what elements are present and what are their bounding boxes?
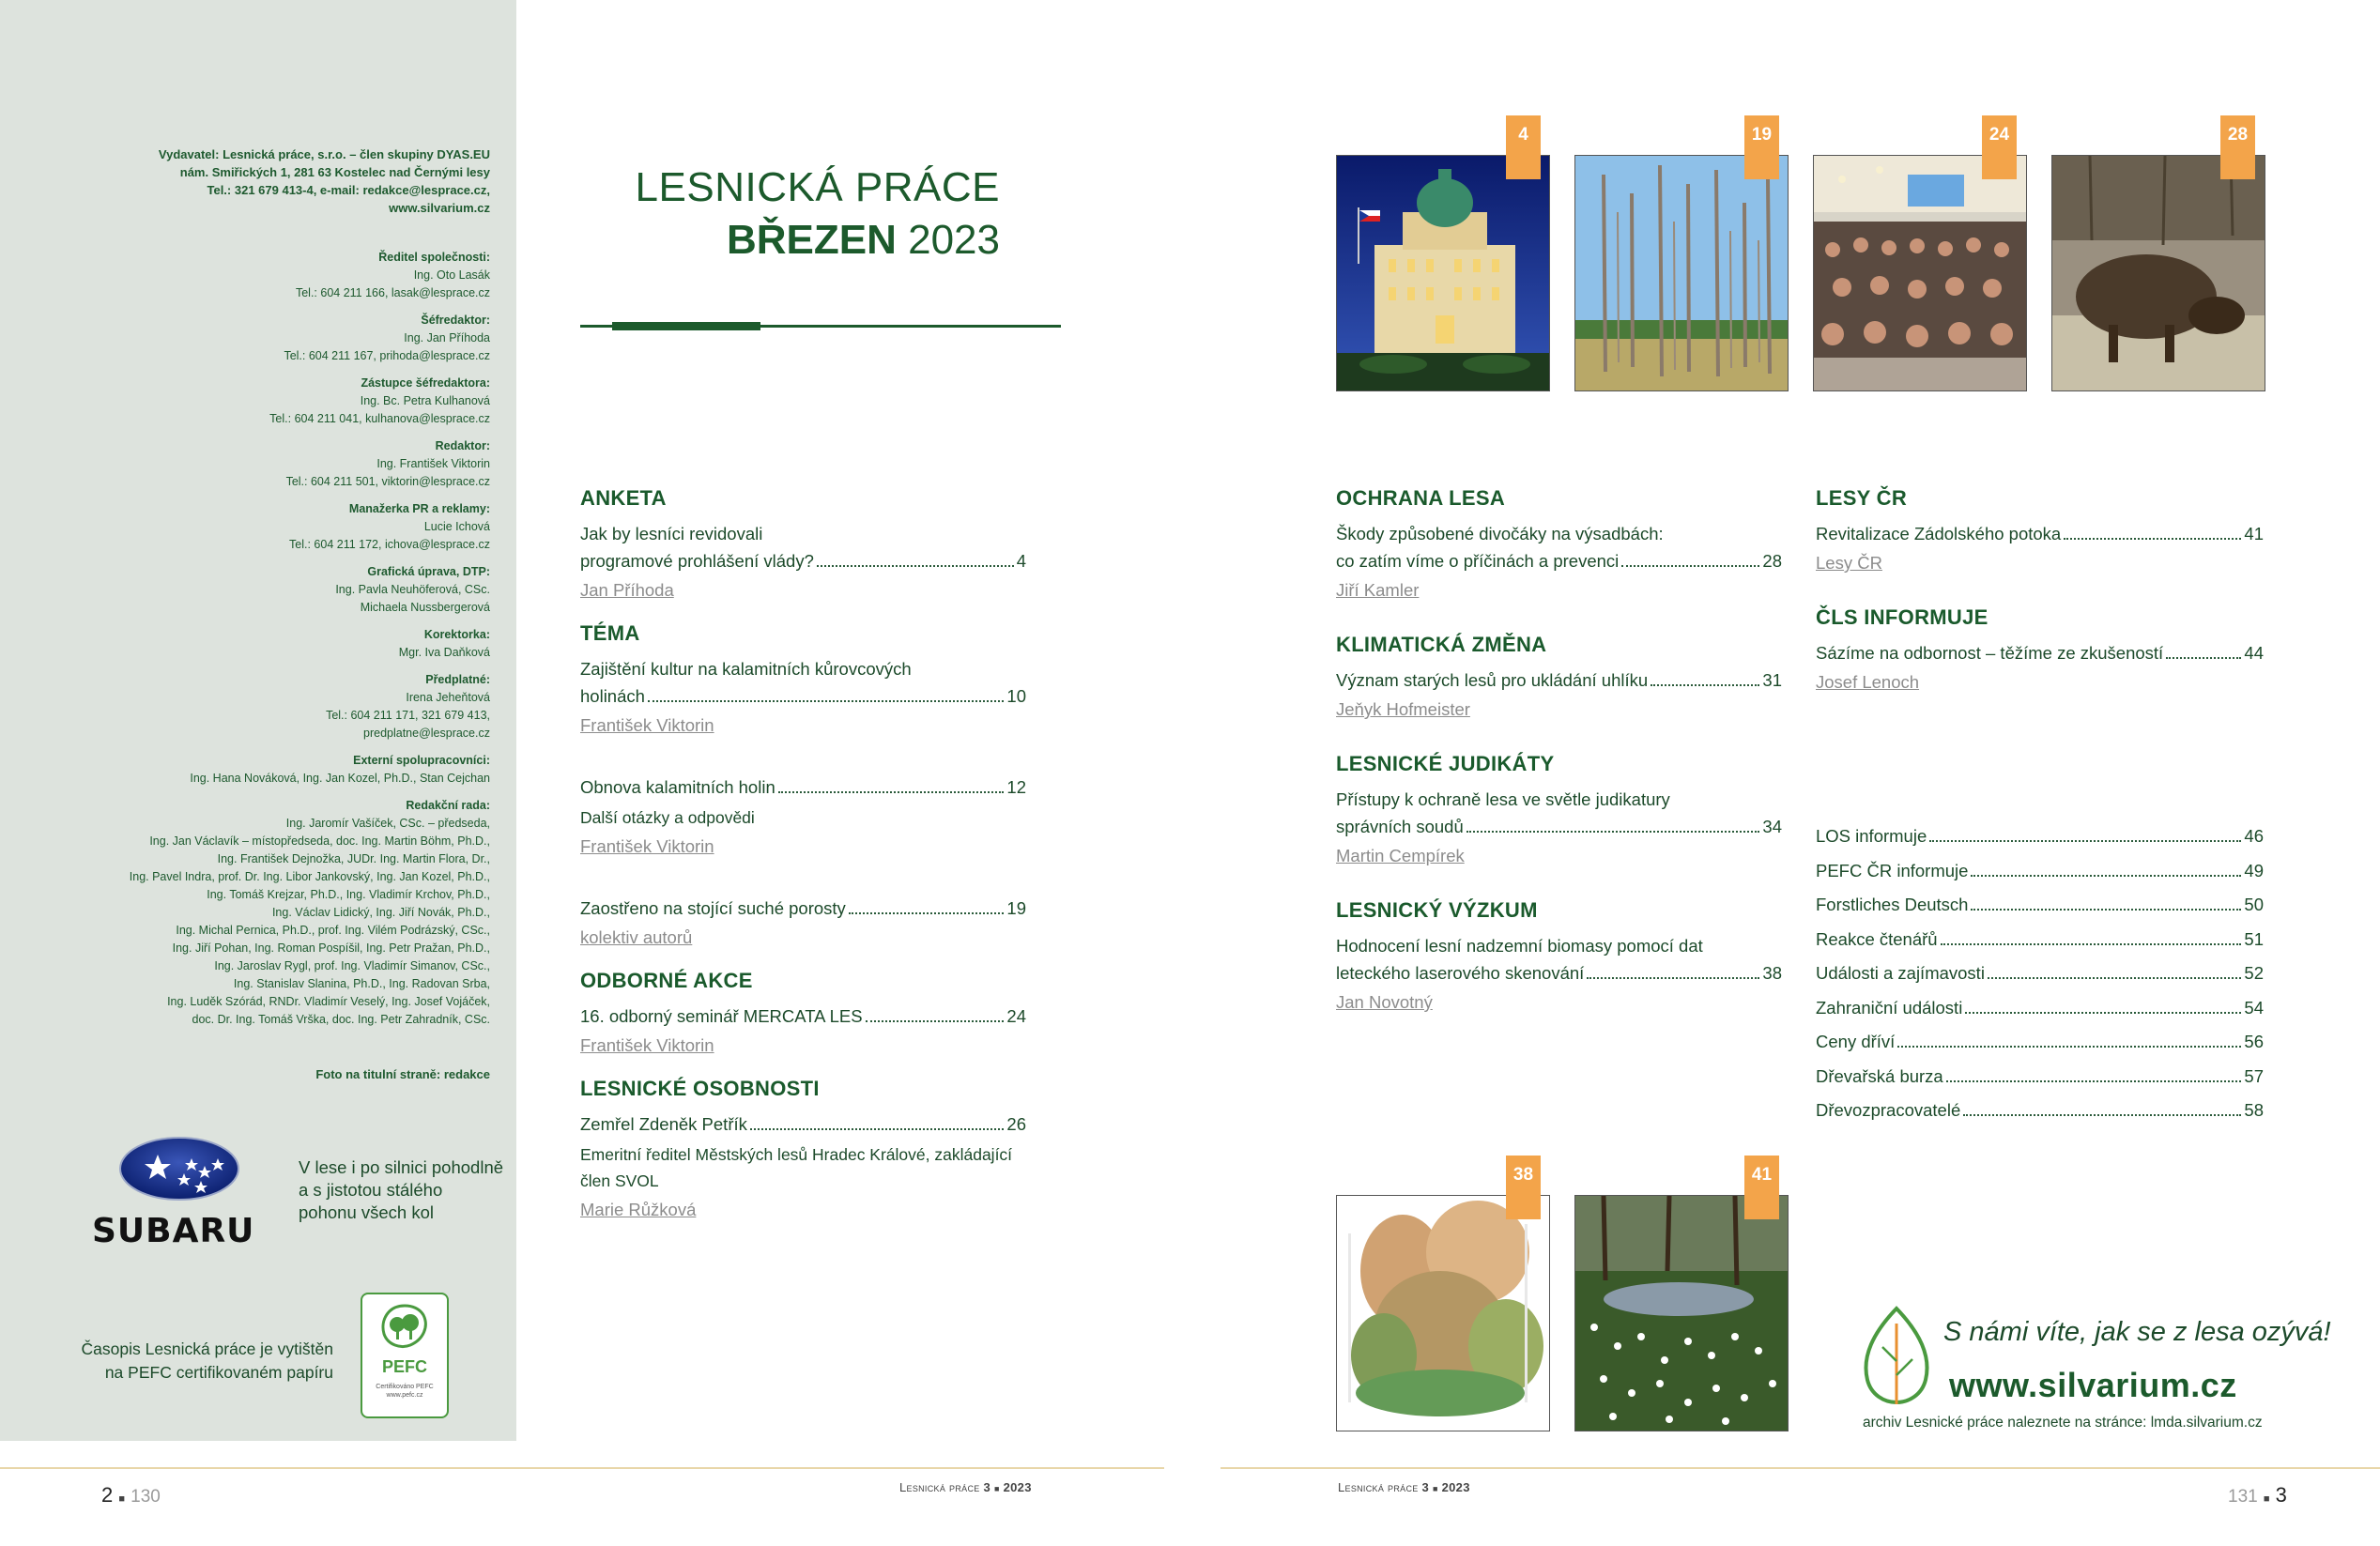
- imprint-line: Ing. Pavel Indra, prof. Dr. Ing. Libor Jankovský, Ing. Jan Kozel, Ph.D.,: [129, 870, 490, 883]
- toc-middle-column: [1336, 486, 1782, 1013]
- toc-leader-dots: [2064, 538, 2241, 540]
- toc-leader-dots: [1651, 684, 1759, 686]
- imprint-block: [21, 375, 490, 428]
- toc-entry-subtitle: Emeritní ředitel Městských lesů Hradec Králové, zakládající člen SVOL: [580, 1145, 1013, 1190]
- page-number-right: 131 ■ 3: [2228, 1483, 2287, 1507]
- title-rule-accent: [612, 322, 760, 330]
- toc-entry-title: PEFC ČR informuje: [1816, 860, 1969, 880]
- toc-author-link[interactable]: František Viktorin: [580, 1035, 714, 1055]
- imprint-sidebar: [0, 0, 516, 1441]
- toc-section: [580, 486, 1026, 601]
- toc-entry-page: 41: [2244, 524, 2264, 543]
- pefc-trees-icon: [376, 1302, 433, 1351]
- subaru-wordmark: SUBARU: [92, 1212, 255, 1250]
- toc-leader-dots: [817, 565, 1014, 567]
- toc-entry[interactable]: [1816, 1060, 2264, 1094]
- imprint-line: Ing. František Dejnožka, JUDr. Ing. Martin Flora, Dr.,: [217, 852, 490, 865]
- imprint-role: Ředitel společnosti:: [378, 251, 490, 264]
- issue-month: BŘEZEN: [726, 217, 897, 263]
- imprint-line: Ing. Stanislav Slanina, Ph.D., Ing. Radovan Srba,: [233, 977, 490, 990]
- toc-section-title: ANKETA: [580, 486, 667, 510]
- page-badge: 24: [1982, 115, 2017, 179]
- imprint-line: Mgr. Iva Daňková: [398, 646, 490, 659]
- toc-section: [1816, 605, 2264, 693]
- palace-photo-icon: [1337, 156, 1549, 390]
- toc-entry[interactable]: [1816, 819, 2264, 854]
- imprint-block: [21, 671, 490, 742]
- thumb-laser-scan[interactable]: [1336, 1195, 1550, 1431]
- toc-entry-line: Zajištění kultur na kalamitních kůrovcových: [580, 659, 912, 679]
- toc-leader-dots: [866, 1020, 1005, 1022]
- imprint-block: [21, 500, 490, 554]
- toc-entry-page: 50: [2244, 895, 2264, 914]
- toc-leader-dots: [1621, 565, 1759, 567]
- imprint-role: Šéfredaktor:: [421, 314, 490, 327]
- wild-boar-photo-icon: [2052, 156, 2265, 390]
- toc-section: [580, 1077, 1026, 1220]
- imprint: [21, 145, 490, 1038]
- dead-forest-photo-icon: [1575, 156, 1788, 390]
- toc-entry-title: Zemřel Zdeněk Petřík: [580, 1114, 747, 1134]
- toc-right-column: [1816, 486, 2264, 693]
- toc-entry[interactable]: [580, 682, 1026, 710]
- toc-section-title: KLIMATICKÁ ZMĚNA: [1336, 633, 1547, 656]
- imprint-block: [21, 797, 490, 1029]
- toc-section-title: ČLS INFORMUJE: [1816, 605, 1988, 629]
- toc-leader-dots: [778, 791, 1005, 793]
- thumb-wild-boar[interactable]: [2051, 155, 2265, 391]
- toc-entry-line: Hodnocení lesní nadzemní biomasy pomocí dat: [1336, 936, 1703, 956]
- subaru-logo: [92, 1136, 280, 1250]
- toc-author-link[interactable]: Marie Růžková: [580, 1200, 697, 1219]
- publisher-line: Vydavatel: Lesnická práce, s.r.o. – člen skupiny DYAS.EU: [158, 147, 490, 161]
- imprint-line: Ing. Jan Příhoda: [404, 331, 490, 344]
- page-badge: 38: [1506, 1156, 1541, 1219]
- toc-entry[interactable]: [1336, 666, 1782, 694]
- running-footer-right: Lesnická práce 3 ■ 2023: [1338, 1480, 1470, 1494]
- toc-entry-title: co zatím víme o příčinách a prevenci: [1336, 551, 1620, 571]
- issue-year: 2023: [908, 217, 1000, 263]
- publisher-line: www.silvarium.cz: [389, 201, 490, 215]
- toc-entry[interactable]: [580, 547, 1026, 574]
- imprint-line: Irena Jeheňtová: [406, 691, 490, 704]
- toc-leader-dots: [1929, 840, 2241, 842]
- toc-entry-page: 31: [1762, 670, 1782, 690]
- imprint-line: Tel.: 604 211 172, ichova@lesprace.cz: [289, 538, 490, 551]
- subaru-stars-icon: [118, 1136, 240, 1202]
- toc-entry-page: 24: [1006, 1006, 1026, 1026]
- toc-leader-dots: [1988, 977, 2241, 979]
- thumb-palace[interactable]: [1336, 155, 1550, 391]
- toc-leader-dots: [750, 1128, 1005, 1130]
- toc-author-link[interactable]: František Viktorin: [580, 715, 714, 735]
- publisher-line: nám. Smiřických 1, 281 63 Kostelec nad Černými lesy: [179, 165, 490, 179]
- toc-leader-dots: [648, 700, 1005, 702]
- toc-entry-page: 28: [1762, 551, 1782, 571]
- toc-section: [580, 773, 1026, 857]
- toc-entry-title: leteckého laserového skenování: [1336, 963, 1585, 983]
- toc-section: [580, 895, 1026, 948]
- imprint-line: Ing. Luděk Szórád, RNDr. Vladimír Veselý, Ing. Josef Vojáček,: [167, 995, 490, 1008]
- thumb-seminar[interactable]: [1813, 155, 2027, 391]
- toc-leader-dots: [1587, 977, 1759, 979]
- imprint-line: Tel.: 604 211 167, prihoda@lesprace.cz: [284, 349, 490, 362]
- toc-section-title: LESNICKÝ VÝZKUM: [1336, 898, 1538, 922]
- toc-entry[interactable]: [1336, 547, 1782, 574]
- toc-author-link[interactable]: František Viktorin: [580, 836, 714, 856]
- imprint-blocks: [21, 249, 490, 1029]
- toc-entry-page: 4: [1016, 551, 1026, 571]
- toc-entry[interactable]: [1816, 991, 2264, 1026]
- toc-section: [1816, 486, 2264, 574]
- imprint-role: Zástupce šéfredaktora:: [361, 376, 490, 390]
- imprint-block: [21, 626, 490, 662]
- imprint-line: doc. Dr. Ing. Tomáš Vrška, doc. Ing. Petr Zahradník, CSc.: [192, 1013, 490, 1026]
- toc-entry-page: 10: [1006, 686, 1026, 706]
- imprint-block: [21, 312, 490, 365]
- toc-leader-dots: [849, 912, 1005, 914]
- toc-section-title: TÉMA: [580, 621, 640, 645]
- toc-author-link[interactable]: Jiří Kamler: [1336, 580, 1420, 600]
- toc-short-list: [1816, 819, 2264, 1128]
- imprint-role: Grafická úprava, DTP:: [367, 565, 490, 578]
- toc-entry-page: 26: [1006, 1114, 1026, 1134]
- imprint-line: predplatne@lesprace.cz: [363, 727, 490, 740]
- toc-section: [1336, 898, 1782, 1013]
- imprint-role: Předplatné:: [425, 673, 490, 686]
- toc-entry[interactable]: [1816, 923, 2264, 957]
- toc-author-link[interactable]: Lesy ČR: [1816, 553, 1882, 573]
- toc-entry-title: Události a zajímavosti: [1816, 963, 1985, 983]
- toc-entry[interactable]: [580, 773, 1026, 801]
- pefc-logo: [361, 1293, 449, 1418]
- toc-left-column: [580, 486, 1026, 1220]
- imprint-line: Tel.: 604 211 171, 321 679 413,: [326, 709, 490, 722]
- imprint-line: Ing. Václav Lidický, Ing. Jiří Novák, Ph.D.,: [271, 906, 490, 919]
- imprint-block: [21, 752, 490, 788]
- toc-entry[interactable]: [1816, 957, 2264, 991]
- imprint-block: [21, 563, 490, 617]
- imprint-line: Ing. Oto Lasák: [413, 268, 490, 282]
- toc-entry-line: Přístupy k ochraně lesa ve světle judikatury: [1336, 789, 1670, 809]
- toc-entry-title: Význam starých lesů pro ukládání uhlíku: [1336, 670, 1649, 690]
- toc-entry-page: 19: [1006, 898, 1026, 918]
- toc-section: [1336, 752, 1782, 866]
- toc-entry-title: správních soudů: [1336, 817, 1464, 836]
- toc-section-title: OCHRANA LESA: [1336, 486, 1506, 510]
- toc-entry-page: 57: [2244, 1065, 2264, 1086]
- spring-flowers-stream-photo-icon: [1575, 1196, 1788, 1431]
- toc-entry-title: Dřevařská burza: [1816, 1065, 1943, 1086]
- pefc-note: Časopis Lesnická práce je vytištěn na PEFC certifikovaném papíru: [81, 1339, 333, 1382]
- toc-entry-page: 54: [2244, 997, 2264, 1018]
- toc-leader-dots: [1941, 943, 2242, 945]
- footer-rule: [1221, 1467, 2380, 1469]
- toc-section: [580, 969, 1026, 1056]
- imprint-line: Ing. Hana Nováková, Ing. Jan Kozel, Ph.D., Stan Cejchan: [190, 772, 490, 785]
- toc-entry-title: Obnova kalamitních holin: [580, 777, 775, 797]
- toc-entry[interactable]: [580, 895, 1026, 922]
- imprint-role: Manažerka PR a reklamy:: [348, 502, 490, 515]
- imprint-line: Ing. Jiří Pohan, Ing. Roman Pospíšil, Ing. Petr Pražan, Ph.D.,: [172, 941, 490, 955]
- toc-entry-page: 12: [1006, 777, 1026, 797]
- pefc-logo-url: www.pefc.cz: [386, 1392, 423, 1399]
- imprint-line: Lucie Ichová: [423, 520, 490, 533]
- imprint-line: Tel.: 604 211 166, lasak@lesprace.cz: [295, 286, 490, 299]
- imprint-role: Redakční rada:: [406, 799, 490, 812]
- toc-entry-title: programové prohlášení vlády?: [580, 551, 814, 571]
- toc-entry-title: Dřevozpracovatelé: [1816, 1100, 1961, 1120]
- toc-entry-title: holinách: [580, 686, 645, 706]
- left-page: [0, 0, 1164, 1546]
- silvarium-archive-note: archiv Lesnické práce naleznete na stránce: lmda.silvarium.cz: [1863, 1415, 2263, 1431]
- imprint-line: Michaela Nussbergerová: [360, 601, 490, 614]
- toc-leader-dots: [1963, 1114, 2241, 1116]
- toc-section-title: LESNICKÉ OSOBNOSTI: [580, 1077, 820, 1100]
- imprint-line: Ing. Bc. Petra Kulhanová: [360, 394, 490, 407]
- toc-entry-page: 49: [2244, 860, 2264, 880]
- page-number-left: 2 ■ 130: [101, 1483, 161, 1507]
- silvarium-leaf-icon: [1854, 1305, 1939, 1408]
- imprint-line: Ing. Michal Pernica, Ph.D., prof. Ing. Vilém Podrázský, CSc.,: [176, 924, 490, 937]
- pefc-logo-caption: Certifikováno PEFC: [376, 1384, 434, 1390]
- toc-entry-title: Reakce čtenářů: [1816, 928, 1938, 949]
- silvarium-url-link[interactable]: www.silvarium.cz: [1949, 1366, 2237, 1404]
- toc-section-title: LESNICKÉ JUDIKÁTY: [1336, 752, 1555, 775]
- toc-author-link[interactable]: Jeňyk Hofmeister: [1336, 699, 1470, 719]
- imprint-line: Ing. Pavla Neuhöferová, CSc.: [335, 583, 490, 596]
- toc-leader-dots: [2166, 657, 2241, 659]
- seminar-audience-photo-icon: [1814, 156, 2026, 390]
- toc-entry-title: LOS informuje: [1816, 826, 1927, 846]
- imprint-block: [21, 437, 490, 491]
- toc-entry-line: Jak by lesníci revidovali: [580, 524, 763, 543]
- pefc-wordmark: PEFC: [381, 1357, 427, 1376]
- toc-entry[interactable]: [1816, 1094, 2264, 1128]
- toc-section: [1336, 633, 1782, 720]
- silvarium-slogan: S námi víte, jak se z lesa ozývá!: [1943, 1317, 2331, 1347]
- toc-entry-title: Ceny dříví: [1816, 1032, 1896, 1051]
- toc-section-title: LESY ČR: [1816, 486, 1908, 510]
- imprint-line: Ing. Tomáš Krejzar, Ph.D., Ing. Vladimír Krchov, Ph.D.,: [207, 888, 490, 901]
- toc-leader-dots: [1897, 1046, 2241, 1048]
- toc-entry-page: 44: [2244, 643, 2264, 663]
- toc-entry-title: Zahraniční události: [1816, 997, 1963, 1018]
- photo-credit: Foto na titulní straně: redakce: [315, 1067, 490, 1081]
- toc-entry-page: 38: [1762, 963, 1782, 983]
- toc-entry-page: 56: [2244, 1032, 2264, 1051]
- toc-author-link[interactable]: Jan Příhoda: [580, 580, 674, 600]
- toc-author-link[interactable]: kolektiv autorů: [580, 927, 693, 947]
- toc-entry[interactable]: [1816, 1025, 2264, 1060]
- toc-leader-dots: [1965, 1012, 2241, 1014]
- publisher-line: Tel.: 321 679 413-4, e-mail: redakce@lesprace.cz,: [207, 183, 490, 197]
- imprint-line: Tel.: 604 211 501, viktorin@lesprace.cz: [285, 475, 490, 488]
- toc-entry[interactable]: [580, 1003, 1026, 1030]
- toc-entry-line: Škody způsobené divočáky na výsadbách:: [1336, 524, 1664, 543]
- toc-entry-page: 51: [2244, 928, 2264, 949]
- toc-entry-title: Sázíme na odbornost – těžíme ze zkušeností: [1816, 643, 2164, 663]
- toc-entry-title: Revitalizace Zádolského potoka: [1816, 524, 2062, 543]
- toc-entry[interactable]: [1816, 854, 2264, 889]
- toc-entry-page: 46: [2244, 826, 2264, 846]
- toc-entry-title: Zaostřeno na stojící suché porosty: [580, 898, 846, 918]
- toc-author-link[interactable]: Martin Cempírek: [1336, 846, 1465, 865]
- imprint-block: [21, 249, 490, 302]
- footer-rule: [0, 1467, 1164, 1469]
- imprint-line: Ing. Jan Václavík – místopředseda, doc. Ing. Martin Böhm, Ph.D.,: [149, 834, 490, 848]
- thumb-spring-flowers[interactable]: [1574, 1195, 1789, 1431]
- toc-leader-dots: [1946, 1080, 2242, 1082]
- page-badge: 4: [1506, 115, 1541, 179]
- toc-leader-dots: [1466, 831, 1760, 833]
- toc-entry[interactable]: [1816, 639, 2264, 666]
- page-badge: 41: [1744, 1156, 1779, 1219]
- toc-entry-title: Forstliches Deutsch: [1816, 895, 1969, 914]
- running-footer-left: Lesnická práce 3 ■ 2023: [899, 1480, 1032, 1494]
- toc-section-title: ODBORNÉ AKCE: [580, 969, 753, 992]
- imprint-role: Korektorka:: [423, 628, 490, 641]
- toc-author-link[interactable]: Josef Lenoch: [1816, 672, 1920, 692]
- publisher-info: [21, 145, 490, 217]
- toc-entry[interactable]: [1336, 959, 1782, 987]
- imprint-line: Tel.: 604 211 041, kulhanova@lesprace.cz: [269, 412, 490, 425]
- subaru-tagline: V lese i po silnici pohodlně a s jistotou stálého pohonu všech kol: [299, 1157, 504, 1222]
- toc-entry-page: 52: [2244, 963, 2264, 983]
- issue-title: [563, 164, 1000, 264]
- page-badge: 19: [1744, 115, 1779, 179]
- toc-leader-dots: [1971, 875, 2241, 877]
- toc-section: [1336, 486, 1782, 601]
- toc-entry-subtitle: Další otázky a odpovědi: [580, 808, 755, 827]
- toc-entry[interactable]: [1816, 520, 2264, 547]
- imprint-line: Ing. Jaroslav Rygl, prof. Ing. Vladimír Simanov, CSc.,: [214, 959, 490, 972]
- page-badge: 28: [2220, 115, 2255, 179]
- toc-entry[interactable]: [580, 1110, 1026, 1138]
- imprint-role: Externí spolupracovníci:: [353, 754, 490, 767]
- imprint-line: Ing. František Viktorin: [376, 457, 490, 470]
- toc-entry-title: 16. odborný seminář MERCATA LES: [580, 1006, 863, 1026]
- toc-entry[interactable]: [1336, 813, 1782, 840]
- laser-scan-forest-photo-icon: [1337, 1196, 1549, 1431]
- toc-leader-dots: [1971, 909, 2241, 911]
- toc-entry-page: 34: [1762, 817, 1782, 836]
- magazine-name: LESNICKÁ PRÁCE: [635, 164, 1000, 210]
- thumb-dead-forest[interactable]: [1574, 155, 1789, 391]
- toc-entry-page: 58: [2244, 1100, 2264, 1120]
- imprint-role: Redaktor:: [435, 439, 490, 452]
- toc-entry[interactable]: [1816, 888, 2264, 923]
- imprint-line: Ing. Jaromír Vašíček, CSc. – předseda,: [285, 817, 490, 830]
- issue-date: [563, 217, 1000, 264]
- toc-author-link[interactable]: Jan Novotný: [1336, 992, 1433, 1012]
- toc-section: [580, 621, 1026, 736]
